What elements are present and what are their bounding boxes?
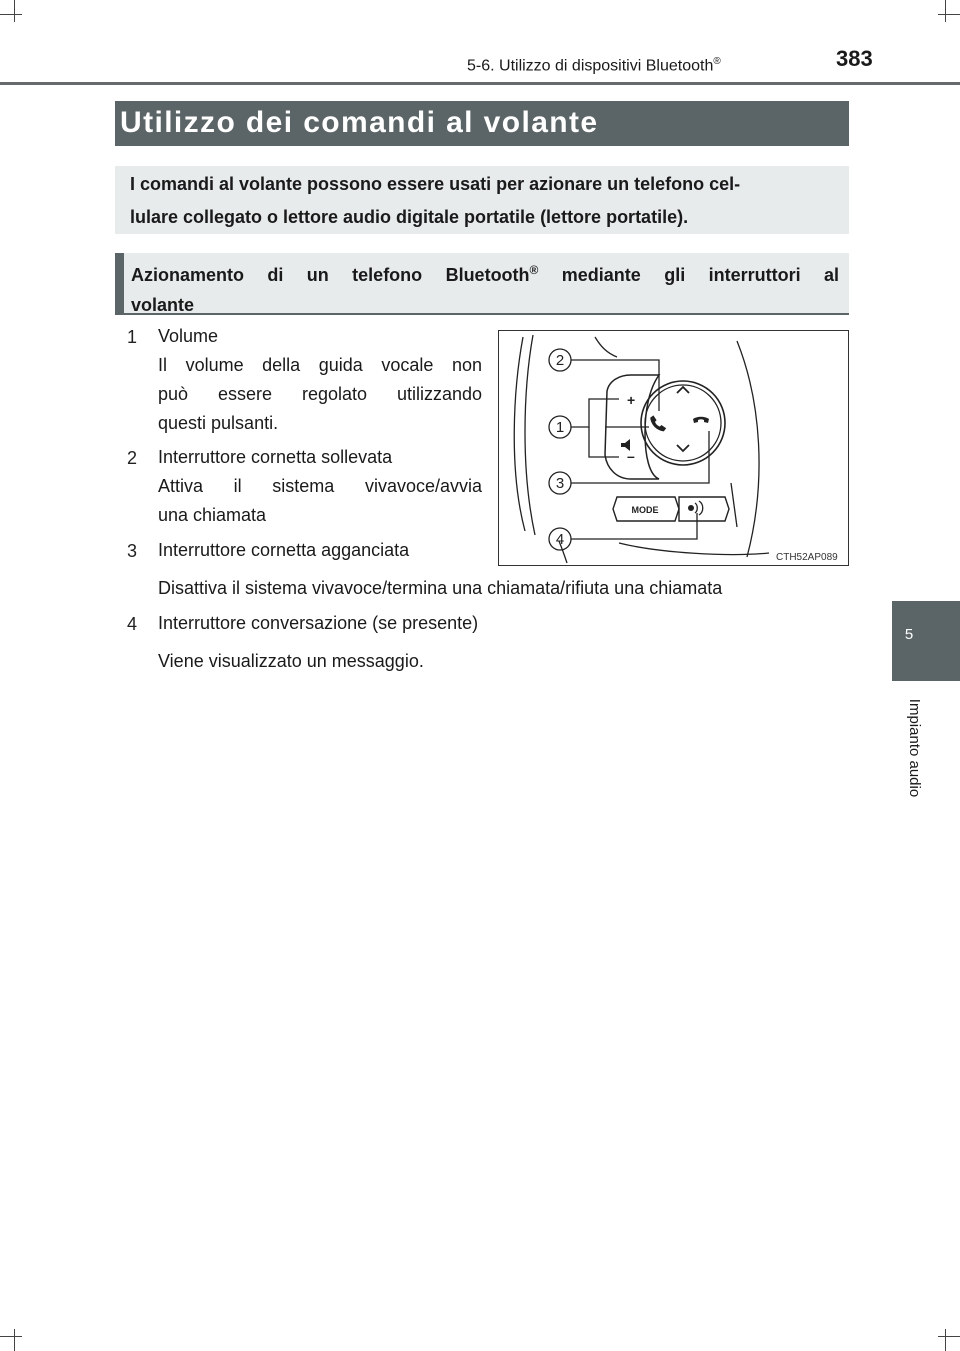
steering-switch-illustration [498, 330, 849, 566]
callout-label: 1 [555, 419, 565, 436]
crop-mark [945, 0, 946, 22]
crop-mark [0, 1336, 22, 1337]
crop-mark [0, 14, 22, 15]
item-description: può essere regolato utilizzando [158, 384, 482, 404]
item-number: 3 [126, 541, 137, 561]
volume-up-label: + [627, 392, 636, 408]
item-description: questi pulsanti. [158, 413, 279, 433]
subsection-title-part: Azionamento di un telefono Bluetooth [131, 265, 530, 285]
subsection-title [131, 255, 839, 320]
item-number: 2 [126, 448, 137, 468]
item-title: Interruttore conversazione (se presente) [158, 613, 479, 633]
crop-mark [14, 0, 15, 22]
item-description: Attiva il sistema vivavoce/avvia [158, 476, 482, 496]
item-description: Il volume della guida vocale non [158, 355, 482, 375]
callout-label: 2 [555, 352, 565, 369]
header-rule [0, 82, 960, 85]
item-number: 4 [126, 614, 137, 634]
intro-text [130, 168, 836, 234]
mode-button-label: MODE [631, 505, 659, 515]
section-title: Utilizzo dei comandi al volante [120, 106, 599, 139]
crop-mark [14, 1329, 15, 1351]
crop-mark [938, 14, 960, 15]
item-title: Volume [158, 326, 219, 346]
chapter-label: Impianto audio [906, 698, 923, 798]
volume-down-label: – [627, 448, 635, 464]
running-header [467, 56, 721, 75]
intro-line: lulare collegato o lettore audio digitale portatile (lettore portatile). [130, 207, 689, 227]
chapter-number: 5 [904, 626, 914, 643]
crop-mark [945, 1329, 946, 1351]
running-header-text: 5-6. Utilizzo di dispositivi Bluetooth [467, 57, 714, 75]
illustration-code: CTH52AP089 [776, 552, 838, 563]
item-title: Interruttore cornetta sollevata [158, 447, 393, 467]
item-description: Viene visualizzato un messaggio. [158, 651, 424, 671]
item-description: Disattiva il sistema vivavoce/termina una chiamata/rifiuta una chiamata [158, 578, 723, 598]
crop-mark [938, 1336, 960, 1337]
item-title: Interruttore cornetta agganciata [158, 540, 410, 560]
subsection-title-part: volante [131, 295, 195, 315]
callout-label: 4 [555, 531, 565, 548]
steering-switch-drawing [499, 331, 848, 565]
intro-line: I comandi al volante possono essere usati per azionare un telefono cel- [130, 174, 741, 194]
page-number: 383 [836, 46, 873, 71]
subsection-title-part: mediante gli interruttori al [538, 265, 839, 285]
item-number: 1 [126, 327, 137, 347]
registered-mark: ® [529, 263, 539, 277]
registered-mark: ® [713, 56, 721, 67]
item-description: una chiamata [158, 505, 267, 525]
callout-label: 3 [555, 475, 565, 492]
